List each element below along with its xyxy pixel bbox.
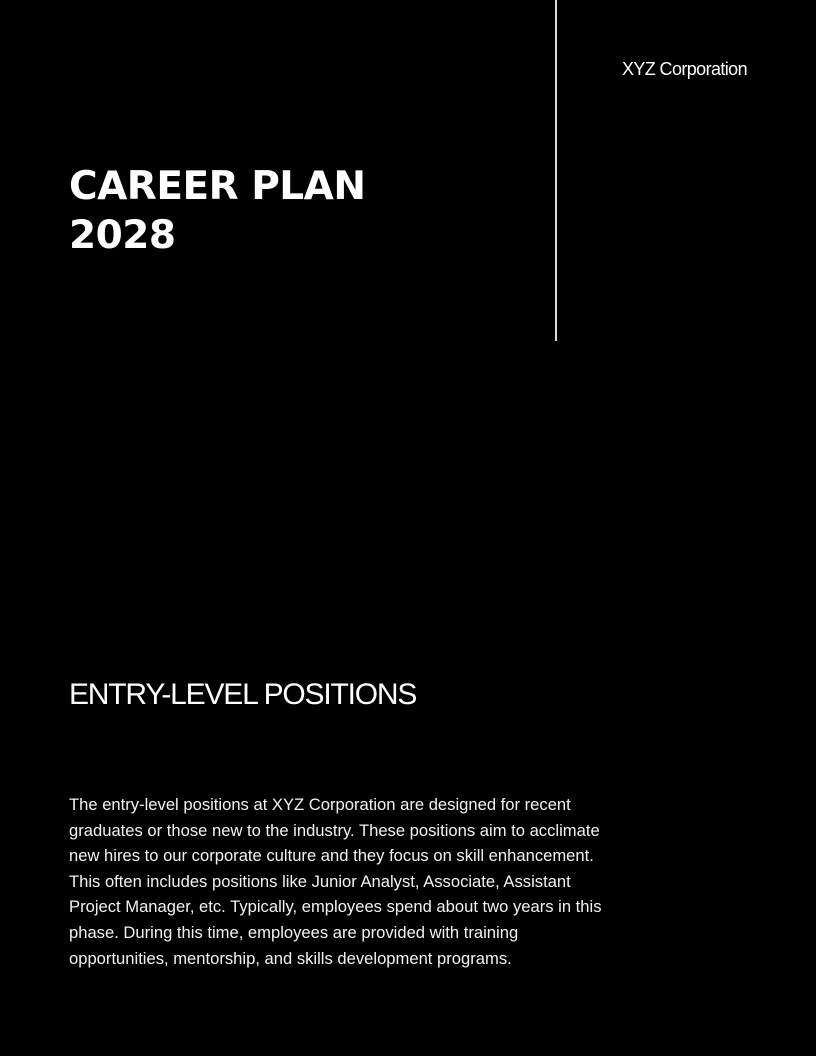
vertical-divider <box>555 0 557 341</box>
company-name: XYZ Corporation <box>621 59 747 79</box>
section-heading: ENTRY-LEVEL POSITIONS <box>69 678 417 711</box>
title-line-1: CAREER PLAN <box>69 164 366 209</box>
title-line-2: 2028 <box>69 213 176 258</box>
page-title <box>69 162 489 260</box>
body-paragraph: The entry-level positions at XYZ Corporation are designed for recent graduates or those new to the industry. These positions aim to acclimate new hires to our corporate culture and they focus on skill enhancement. This often includes positions like Junior Analyst, Associate, Assistant Project Manager, etc. Typically, employees spend about two years in this phase. During this time, employees are provided with training opportunities, mentorship, and skills development programs. <box>69 795 602 968</box>
